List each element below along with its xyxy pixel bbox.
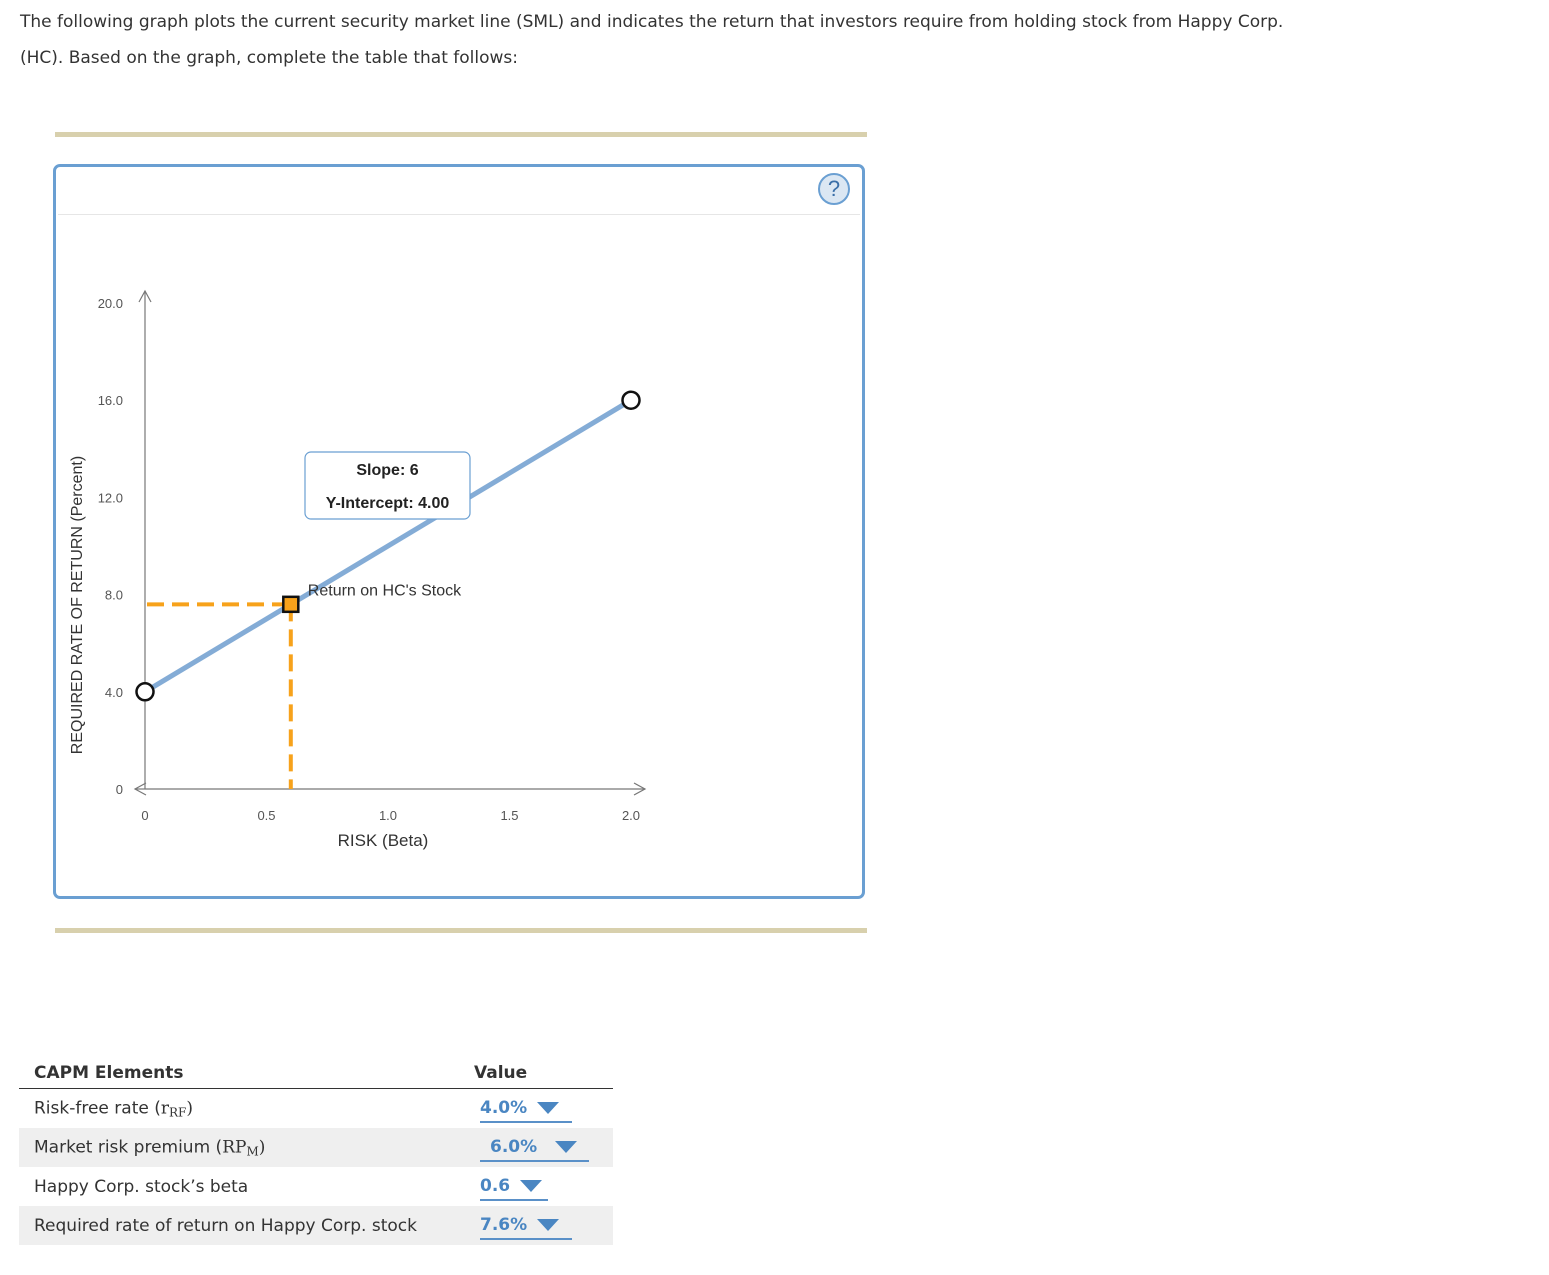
help-icon[interactable]: ? [818,173,850,205]
intercept-text: Y-Intercept: 4.00 [325,495,450,512]
y-tick-label: 16.0 [97,393,123,409]
selected-value: 6.0% [490,1136,538,1157]
sml-start-point [137,683,154,700]
row-label: Risk-free rate ( [34,1098,161,1118]
dropdown-arrow-icon [520,1180,542,1192]
chart-labels [69,452,470,850]
selected-value: 0.6 [480,1175,511,1196]
stock-point [283,597,298,612]
row-symbol: RP [222,1137,247,1157]
table-header [19,1055,613,1089]
table-row-risk-free: Risk-free rate $(r_{RF})$ 4.0% [19,1089,613,1128]
x-tick-label: 0 [141,808,149,823]
dropdown-arrow-icon [555,1141,577,1153]
col-value: Value [474,1063,528,1083]
question-line-1: The following graph plots the current security market line (SML) and indicates the return that investors require from holding stock from Happy Corp. [20,12,1284,32]
y-tick-label: 0 [115,782,123,797]
table-row-market-risk-premium: Market risk premium $(RP_M)$ 6.0% [19,1128,613,1167]
row-label: Happy Corp. stock’s beta [34,1176,249,1197]
bottom-rule [55,928,867,933]
x-tick-label: 1.0 [378,808,398,823]
y-axis-label: REQUIRED RATE OF RETURN (Percent) [69,455,86,755]
question-line-2: (HC). Based on the graph, complete the table that follows: [20,48,518,68]
capm-table [19,1055,613,1245]
col-capm-elements: CAPM Elements [34,1063,184,1083]
table-row-beta [19,1167,613,1206]
selected-value: 4.0% [480,1097,528,1118]
table-row-required-return [19,1206,613,1245]
sml-end-point [623,392,640,409]
x-tick-label: 1.5 [500,808,519,823]
dropdown-arrow-icon [537,1102,559,1114]
risk-free-select[interactable] [480,1095,572,1123]
y-tick-label: 20.0 [97,296,123,311]
stock-point-label: Return on HC's Stock [307,582,462,600]
sml-line [145,400,631,692]
required-return-select[interactable] [480,1212,572,1240]
row-subscript: M [246,1144,259,1158]
axes [135,291,645,789]
x-axis-label: RISK (Beta) [337,831,429,850]
sml-series [145,400,631,692]
dropdown-arrow-icon [537,1219,559,1231]
row-symbol: r [160,1098,170,1118]
row-label: Market risk premium ( [34,1137,223,1157]
x-tick-label: 2.0 [621,808,641,823]
beta-select[interactable] [480,1173,548,1201]
stock-guides [147,604,291,789]
row-label: Required rate of return on Happy Corp. stock [34,1215,417,1236]
y-tick-label: 12.0 [97,490,123,506]
slope-text: Slope: 6 [356,462,419,479]
x-tick-label: 0.5 [257,808,276,823]
selected-value: 7.6% [480,1214,528,1235]
y-tick-label: 8.0 [104,587,123,603]
row-subscript: RF [169,1105,187,1119]
market-risk-premium-select[interactable] [480,1134,589,1162]
y-tick-label: 4.0 [104,684,123,700]
